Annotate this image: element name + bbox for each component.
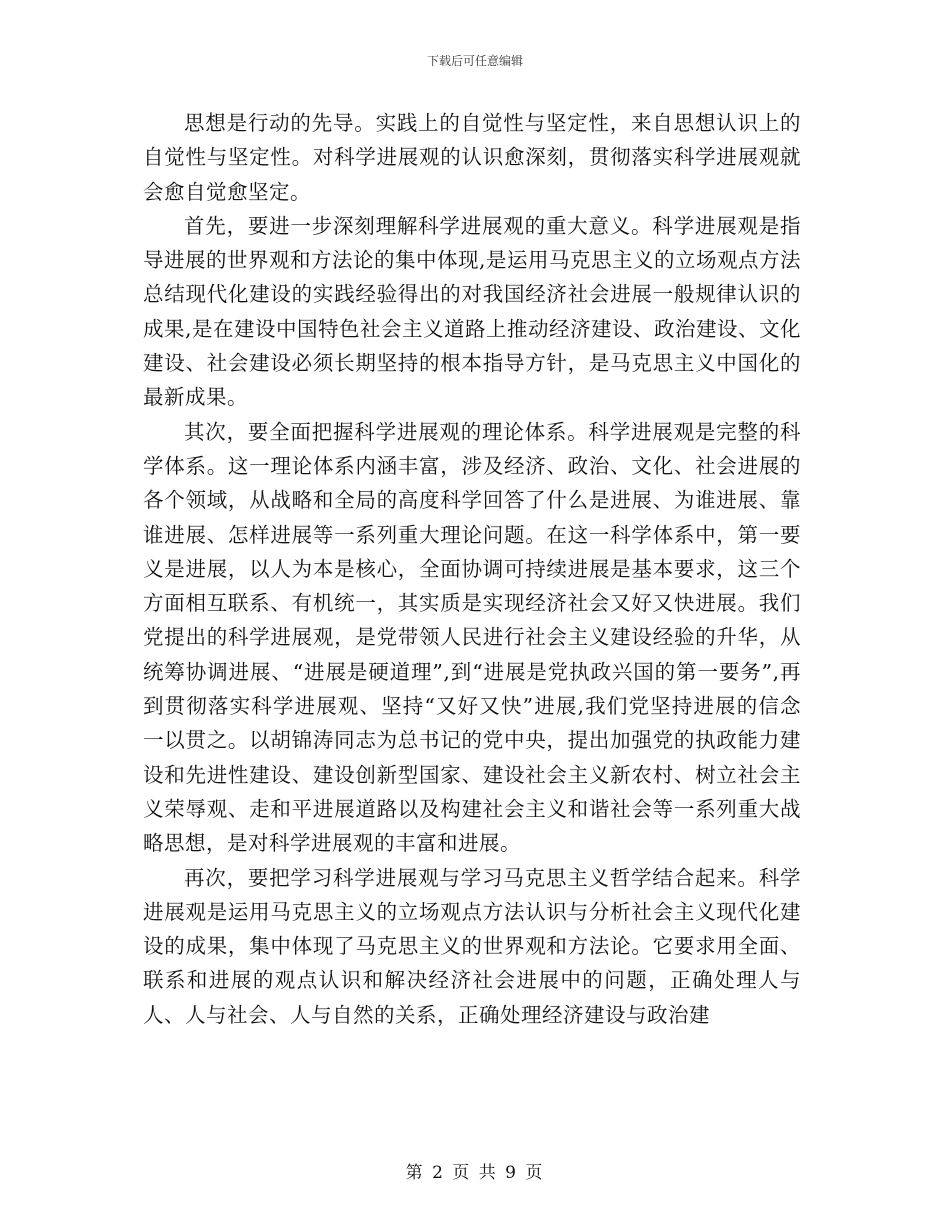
paragraph-3: 其次，要全面把握科学进展观的理论体系。科学进展观是完整的科学体系。这一理论体系内涵丰富，涉及经济、政治、文化、社会进展的各个领域，从战略和全局的高度科学回答了什么是进展、为谁进展、靠谁进展、怎样进展等一系列重大理论问题。在这一科学体系中，第一要义是进展，以人为本是核心，全面协调可持续进展是基本要求，这三个方面相互联系、有机统一，其实质是实现经济社会又好又快进展。我们党提出的科学进展观，是党带领人民进行社会主义建设经验的升华，从统筹协调进展、“进展是硬道理”,到“进展是党执政兴国的第一要务”,再到贯彻落实科学进展观、坚持“又好又快”进展,我们党坚持进展的信念一以贯之。以胡锦涛同志为总书记的党中央，提出加强党的执政能力建设和先进性建设、建设创新型国家、建设社会主义新农村、树立社会主义荣辱观、走和平进展道路以及构建社会主义和谐社会等一系列重大战略思想，是对科学进展观的丰富和进展。 — [143, 419, 801, 856]
paragraph-1: 思想是行动的先导。实践上的自觉性与坚定性，来自思想认识上的自觉性与坚定性。对科学进展观的认识愈深刻，贯彻落实科学进展观就会愈自觉愈坚定。 — [143, 111, 801, 204]
paragraph-4: 再次，要把学习科学进展观与学习马克思主义哲学结合起来。科学进展观是运用马克思主义的立场观点方法认识与分析社会主义现代化建设的成果，集中体现了马克思主义的世界观和方法论。它要求用全面、联系和进展的观点认识和解决经济社会进展中的问题，正确处理人与人、人与社会、人与自然的关系，正确处理经济建设与政治建 — [143, 865, 801, 1027]
paragraph-2: 首先，要进一步深刻理解科学进展观的重大意义。科学进展观是指导进展的世界观和方法论的集中体现,是运用马克思主义的立场观点方法总结现代化建设的实践经验得出的对我国经济社会进展一般规律认识的成果,是在建设中国特色社会主义道路上推动经济建设、政治建设、文化建设、社会建设必须长期坚持的根本指导方针，是马克思主义中国化的最新成果。 — [143, 213, 802, 410]
page-header: 下载后可任意编辑 — [426, 54, 523, 68]
document-body — [143, 106, 801, 1032]
page-number: 第 2 页 共 9 页 — [405, 1163, 545, 1183]
